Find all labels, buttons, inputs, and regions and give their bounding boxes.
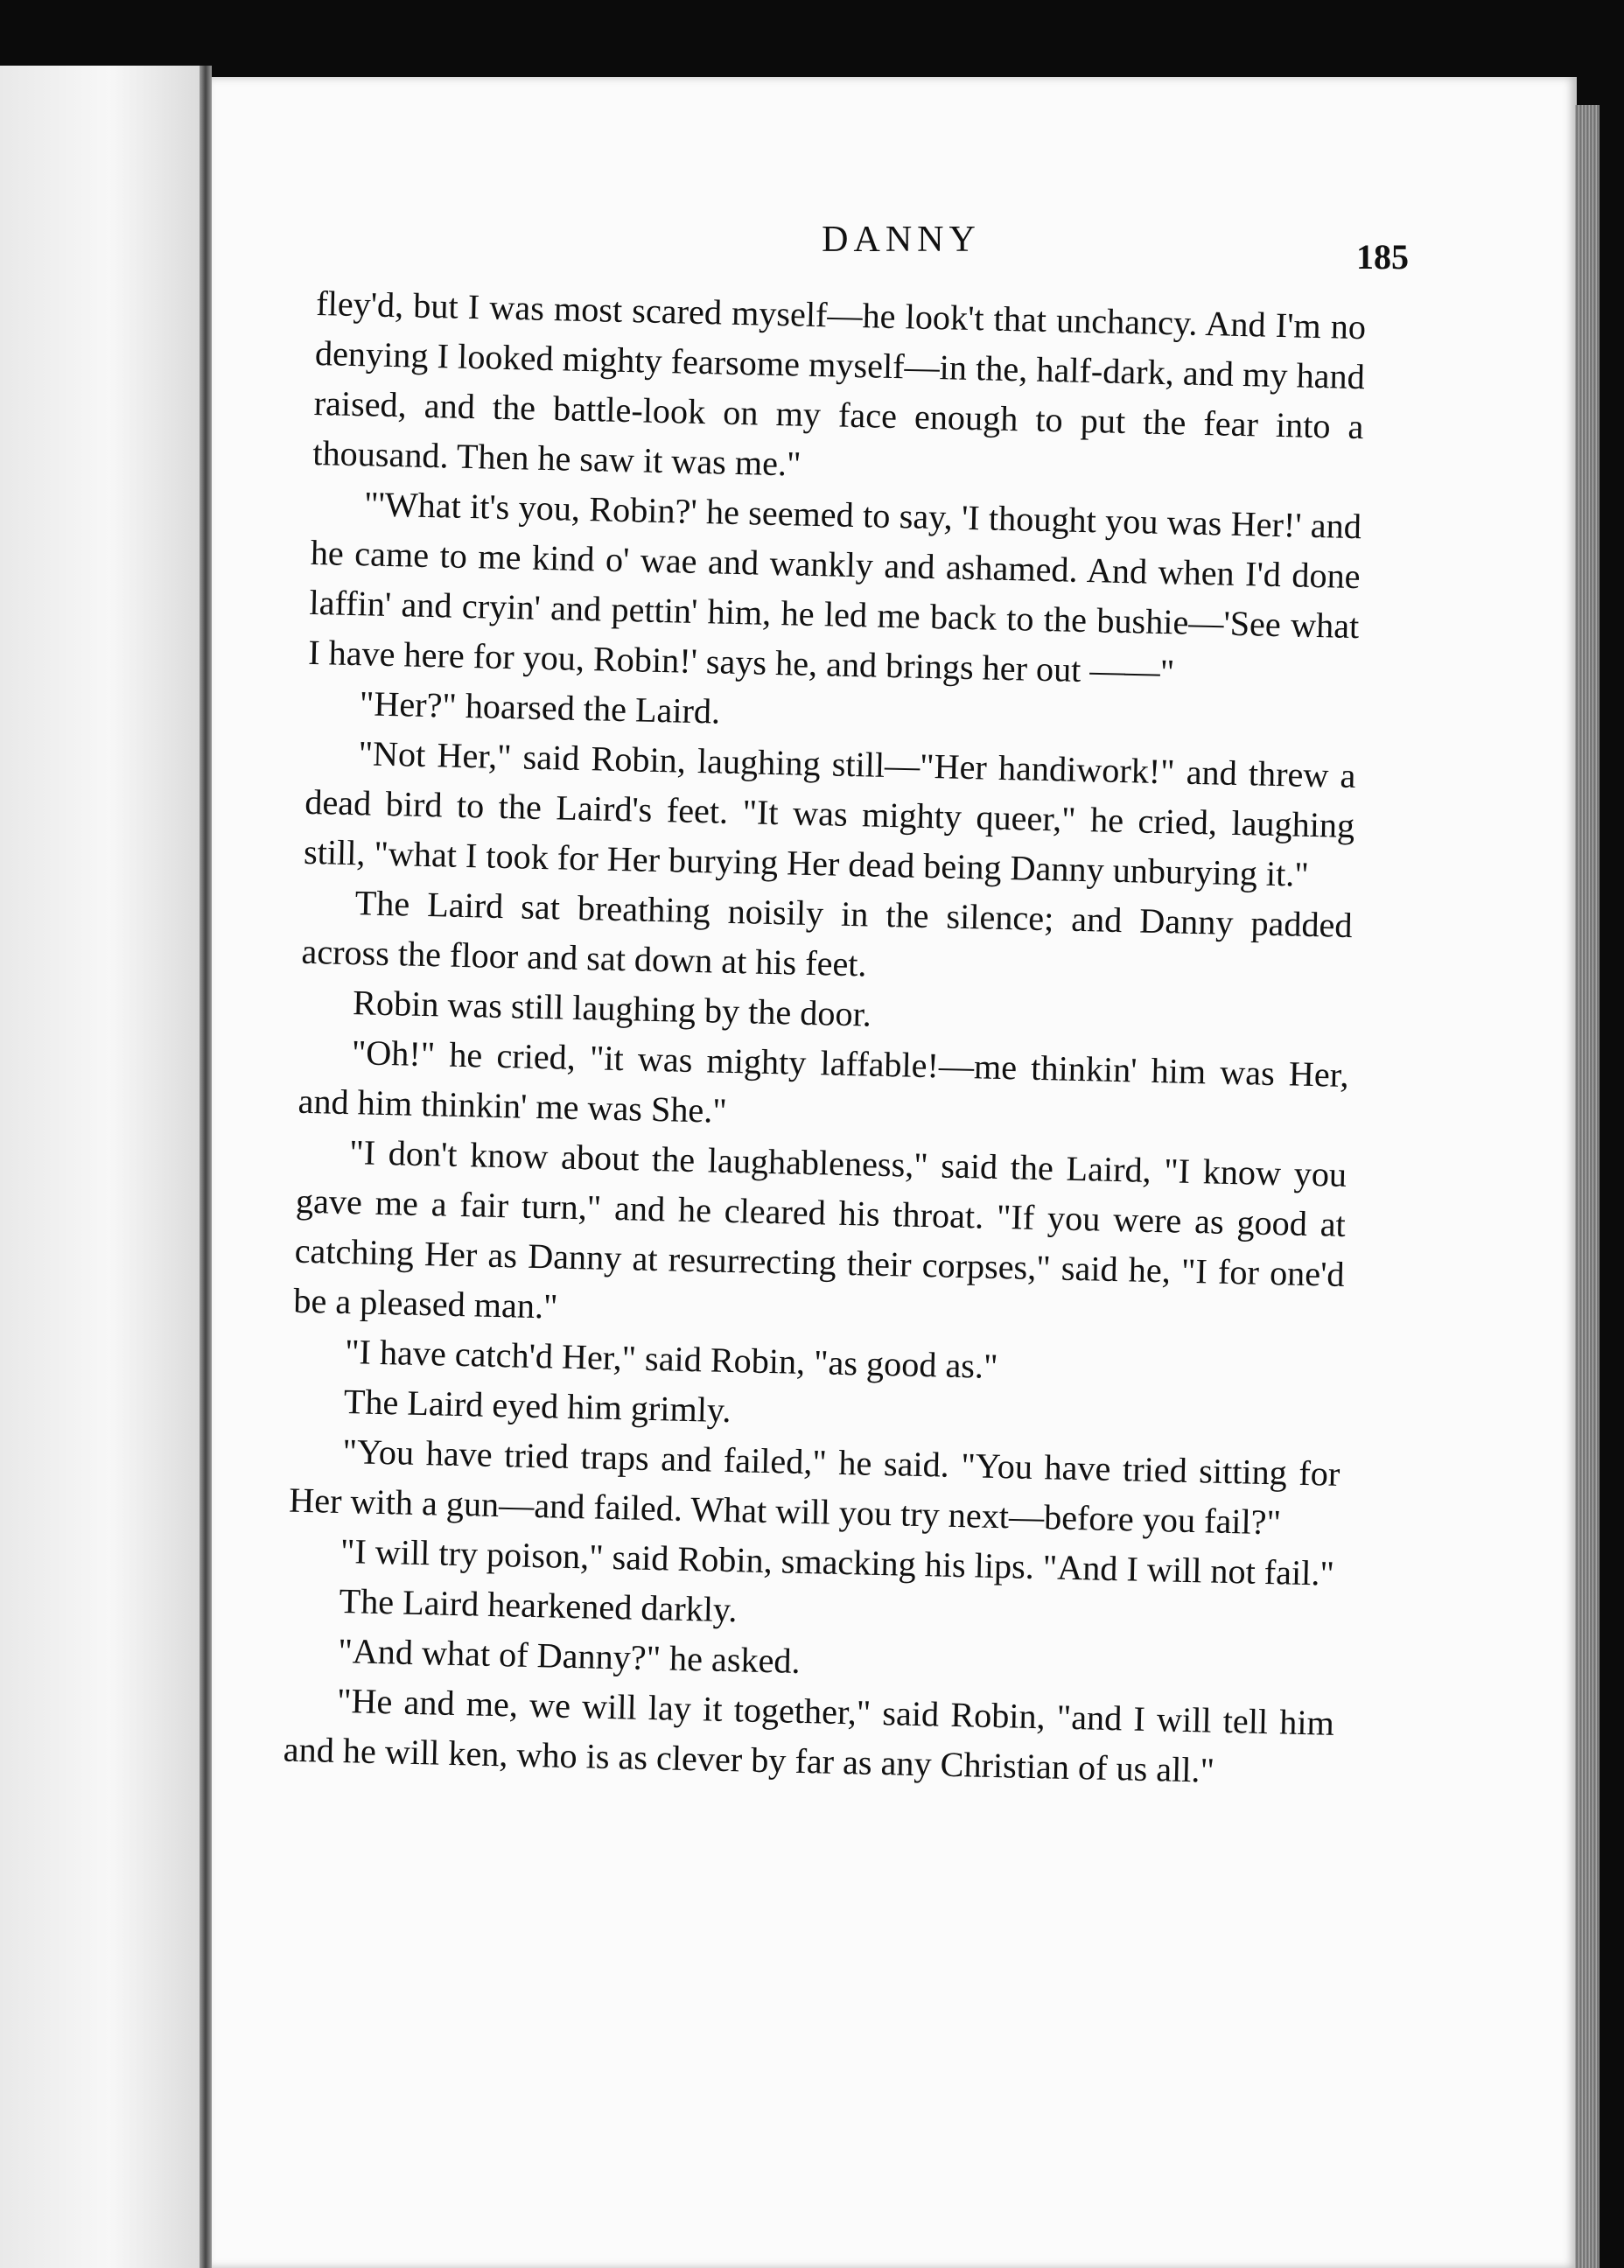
paragraph: "You have tried traps and failed," he said. "You have tried sitting for Her with a gun—and failed. What will you try next—before you fail?"	[288, 1432, 1340, 1543]
paragraph: "He and me, we will lay it together," said Robin, "and I will tell him and he will ken, who is as clever by far as any Christian of us all."	[283, 1680, 1335, 1790]
body-text	[283, 278, 1366, 1798]
paragraph: "I will try poison," said Robin, smacking his lips. "And I will not fail."	[340, 1530, 1335, 1593]
left-page-edge	[0, 66, 200, 2268]
paragraph: "Her?" hoarsed the Laird.	[359, 683, 721, 732]
paragraph: "I don't know about the laughableness," said the Laird, "I know you gave me a fair turn," and he cleared his throat. "If you were as good at catching Her as Danny at resurrecting their corpses," said he, "I for one'd be a pleased man."	[292, 1132, 1348, 1326]
paragraph: The Laird eyed him grimly.	[343, 1382, 732, 1431]
paragraph: "Oh!" he cried, "it was mighty laffable!—me thinkin' him was Her, and him thinkin' me was She."	[298, 1032, 1350, 1130]
running-title: DANNY	[822, 220, 981, 260]
page-number: 185	[1356, 237, 1409, 276]
book-gutter	[200, 66, 212, 2268]
paragraph: The Laird sat breathing noisily in the silence; and Danny padded across the floor and sat down at his feet.	[301, 883, 1354, 984]
paragraph: fley'd, but I was most scared myself—he look't that unchancy. And I'm no denying I looked mighty fearsome myself—in the, half-dark, and my hand raised, and the battle-look on my face enough to put the fear into a thousand. Then he saw it was me."	[312, 283, 1367, 484]
paragraph: "Not Her," said Robin, laughing still—"Her handiwork!" and threw a dead bird to the Laird's feet. "It was mighty queer," he cried, laughing still, "what I took for Her burying Her dead being Danny unburying it."	[303, 733, 1356, 894]
paragraph: "'What it's you, Robin?' he seemed to say, 'I thought you was Her!' and he came to me kind o' wae and wankly and ashamed. And when I'd done laffin' and cryin' and pettin' him, he led me back to the bushie—'See what I have here for you, Robin!' says he, and brings her out ——"	[307, 484, 1362, 692]
paragraph: "I have catch'd Her," said Robin, "as good as."	[344, 1332, 998, 1386]
paragraph: "And what of Danny?" he asked.	[337, 1630, 802, 1681]
paragraph: Robin was still laughing by the door.	[352, 983, 872, 1034]
page-stack-edge	[1575, 105, 1600, 2268]
paragraph: The Laird hearkened darkly.	[339, 1580, 738, 1630]
